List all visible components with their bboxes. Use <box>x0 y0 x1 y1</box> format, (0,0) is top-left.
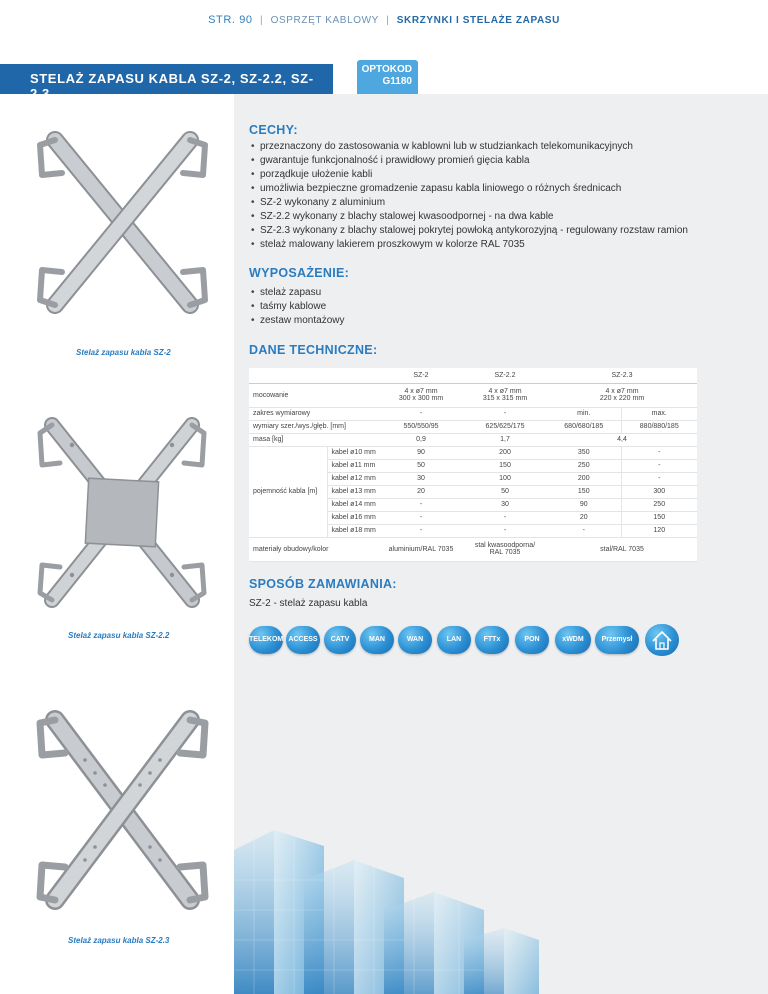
optokod-code: G1180 <box>382 76 412 87</box>
table-cell: aluminium/RAL 7035 <box>379 537 463 561</box>
table-cell: - <box>621 446 697 459</box>
equipment-item: • zestaw montażowy <box>251 314 344 328</box>
feature-item: • umożliwia bezpieczne gromadzenie zapasu kabla liniowego o różnych średnicach <box>251 182 688 196</box>
tech-data-table <box>249 368 697 562</box>
table-cell: 30 <box>463 498 547 511</box>
caption-sz22: Stelaż zapasu kabla SZ-2.2 <box>68 631 170 640</box>
equipment-heading: WYPOSAŻENIE: <box>249 266 350 280</box>
column-header: SZ-2.2 <box>463 368 547 383</box>
table-row <box>249 420 697 433</box>
table-cell: 250 <box>547 459 621 472</box>
table-cell: 50 <box>379 459 463 472</box>
row-label: zakres wymiarowy <box>249 407 379 420</box>
table-cell: - <box>379 407 463 420</box>
features-list <box>251 140 688 252</box>
equipment-item: • taśmy kablowe <box>251 300 344 314</box>
table-cell: 20 <box>379 485 463 498</box>
table-row <box>249 383 697 407</box>
table-cell: - <box>379 511 463 524</box>
table-cell: 90 <box>547 498 621 511</box>
table-cell: min. <box>547 407 621 420</box>
row-label: wymiary szer./wys./głęb. [mm] <box>249 420 379 433</box>
equipment-list <box>251 286 344 328</box>
house-icon <box>645 624 679 656</box>
ordering-heading: SPOSÓB ZAMAWIANIA: <box>249 577 397 591</box>
header-separator: | <box>260 15 264 26</box>
badge-xwdm: xWDM <box>555 626 591 654</box>
table-cell: stal kwasoodporna/ RAL 7035 <box>463 537 547 561</box>
table-cell: 200 <box>463 446 547 459</box>
ordering-line: SZ-2 - stelaż zapasu kabla <box>249 598 368 609</box>
cable-label: kabel ø16 mm <box>327 511 379 524</box>
feature-item: • stelaż malowany lakierem proszkowym w kolorze RAL 7035 <box>251 238 688 252</box>
table-cell: 50 <box>463 485 547 498</box>
cable-label: kabel ø12 mm <box>327 472 379 485</box>
page-header <box>0 14 768 26</box>
table-cell: 100 <box>463 472 547 485</box>
table-cell: 30 <box>379 472 463 485</box>
table-cell: 4 x ø7 mm 300 x 300 mm <box>379 383 463 407</box>
table-row <box>249 537 697 561</box>
feature-item: • SZ-2 wykonany z aluminium <box>251 196 688 210</box>
table-cell: - <box>463 524 547 537</box>
badge-lan: LAN <box>437 626 471 654</box>
column-header: SZ-2.3 <box>547 368 697 383</box>
page-number: STR. 90 <box>208 14 253 26</box>
table-cell: 680/680/185 <box>547 420 621 433</box>
badge-telekom: TELEKOM <box>249 626 283 654</box>
feature-item: • gwarantuje funkcjonalność i prawidłowy promień gięcia kabla <box>251 154 688 168</box>
table-header-row <box>249 368 697 383</box>
equipment-item: • stelaż zapasu <box>251 286 344 300</box>
table-cell: 250 <box>621 498 697 511</box>
table-cell: 20 <box>547 511 621 524</box>
table-cell: - <box>379 524 463 537</box>
table-cell: 90 <box>379 446 463 459</box>
table-cell: 300 <box>621 485 697 498</box>
table-cell: 200 <box>547 472 621 485</box>
product-image-sz23 <box>30 705 215 915</box>
badge-fttx: FTTx <box>475 626 509 654</box>
header-category: OSPRZĘT KABLOWY <box>270 15 379 26</box>
feature-item: • SZ-2.3 wykonany z blachy stalowej pokrytej powłoką antykorozyjną - regulowany rozstaw ramion <box>251 224 688 238</box>
row-label: materiały obudowy/kolor <box>249 537 379 561</box>
cable-label: kabel ø14 mm <box>327 498 379 511</box>
table-cell: - <box>463 511 547 524</box>
feature-item: • porządkuje ułożenie kabli <box>251 168 688 182</box>
table-cell: 1,7 <box>463 433 547 446</box>
table-cell: - <box>621 459 697 472</box>
row-label: masa [kg] <box>249 433 379 446</box>
table-cell: 4 x ø7 mm 220 x 220 mm <box>547 383 697 407</box>
cable-label: kabel ø18 mm <box>327 524 379 537</box>
building-graphic <box>234 810 544 994</box>
table-cell: - <box>621 472 697 485</box>
table-cell: - <box>547 524 621 537</box>
feature-item: • SZ-2.2 wykonany z blachy stalowej kwasoodpornej - na dwa kable <box>251 210 688 224</box>
header-separator: | <box>386 15 390 26</box>
product-image-sz2 <box>30 125 215 320</box>
badge-pon: PON <box>515 626 549 654</box>
table-cell: 150 <box>463 459 547 472</box>
table-cell: 150 <box>621 511 697 524</box>
table-cell: 4 x ø7 mm 315 x 315 mm <box>463 383 547 407</box>
table-row <box>249 407 697 420</box>
feature-item: • przeznaczony do zastosowania w kablowni lub w studziankach telekomunikacyjnych <box>251 140 688 154</box>
table-row <box>249 433 697 446</box>
badge-access: ACCESS <box>286 626 320 654</box>
optokod-badge <box>357 60 418 94</box>
table-cell: - <box>463 407 547 420</box>
table-cell: - <box>379 498 463 511</box>
table-row <box>249 446 697 459</box>
table-cell: 880/880/185 <box>621 420 697 433</box>
table-cell: 550/550/95 <box>379 420 463 433</box>
caption-sz2: Stelaż zapasu kabla SZ-2 <box>76 348 171 357</box>
optokod-label: OPTOKOD <box>361 64 412 75</box>
badge-wan: WAN <box>398 626 432 654</box>
table-cell: stal/RAL 7035 <box>547 537 697 561</box>
row-label: pojemność kabla [m] <box>249 446 327 537</box>
table-cell: 120 <box>621 524 697 537</box>
column-header: SZ-2 <box>379 368 463 383</box>
tech-data-heading: DANE TECHNICZNE: <box>249 343 378 357</box>
badge-przemysl: Przemysł <box>595 626 639 654</box>
table-cell: 625/625/175 <box>463 420 547 433</box>
table-cell: 4,4 <box>547 433 697 446</box>
table-cell: 350 <box>547 446 621 459</box>
table-cell: 0,9 <box>379 433 463 446</box>
cable-label: kabel ø13 mm <box>327 485 379 498</box>
table-cell: 150 <box>547 485 621 498</box>
cable-label: kabel ø11 mm <box>327 459 379 472</box>
badge-catv: CATV <box>324 626 356 654</box>
features-heading: CECHY: <box>249 123 298 137</box>
header-section: SKRZYNKI I STELAŻE ZAPASU <box>396 15 560 26</box>
row-label: mocowanie <box>249 383 379 407</box>
product-title: STELAŻ ZAPASU KABLA SZ-2, SZ-2.2, SZ-2.3 <box>0 64 333 94</box>
cable-label: kabel ø10 mm <box>327 446 379 459</box>
product-image-sz22 <box>32 405 212 615</box>
table-cell: max. <box>621 407 697 420</box>
badge-man: MAN <box>360 626 394 654</box>
caption-sz23: Stelaż zapasu kabla SZ-2.3 <box>68 936 170 945</box>
